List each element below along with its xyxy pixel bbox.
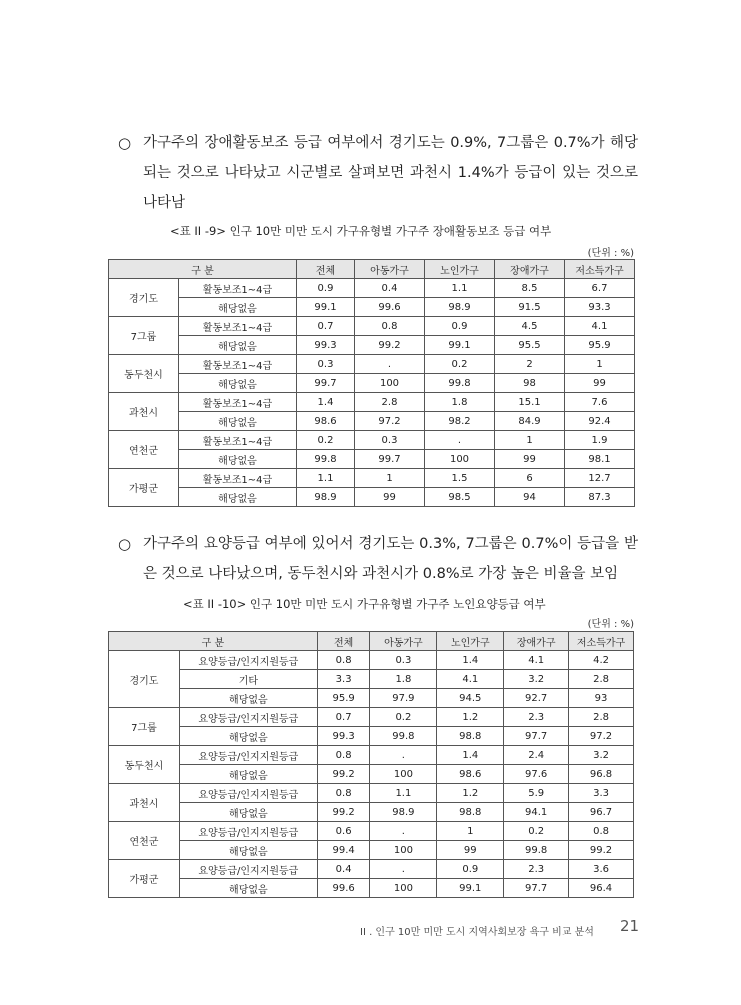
value-cell: 7.6 xyxy=(565,393,635,412)
value-cell: 100 xyxy=(355,374,425,393)
value-cell: 95.5 xyxy=(495,336,565,355)
value-cell: 100 xyxy=(370,765,437,784)
header-category: 구 분 xyxy=(109,632,318,651)
table-row xyxy=(109,765,634,784)
activity-support-table xyxy=(108,259,635,507)
value-cell: 0.8 xyxy=(317,651,370,670)
table-row xyxy=(109,708,634,727)
value-cell: 99.2 xyxy=(317,765,370,784)
header-lowincome: 저소득가구 xyxy=(565,260,635,279)
value-cell: 98.1 xyxy=(565,450,635,469)
value-cell: 92.4 xyxy=(565,412,635,431)
value-cell: 0.8 xyxy=(569,822,634,841)
value-cell: 4.5 xyxy=(495,317,565,336)
row-label-cell: 해당없음 xyxy=(179,879,317,898)
region-cell: 가평군 xyxy=(109,860,180,898)
value-cell: 93.3 xyxy=(565,298,635,317)
value-cell: 4.2 xyxy=(569,651,634,670)
value-cell: 97.2 xyxy=(355,412,425,431)
value-cell: 99.8 xyxy=(297,450,355,469)
region-cell: 연천군 xyxy=(109,822,180,860)
table-caption: <표 II -9> 인구 10만 미만 도시 가구유형별 가구주 장애활동보조 등급 여부 xyxy=(170,224,552,238)
table-row xyxy=(109,651,634,670)
value-cell: 99.2 xyxy=(569,841,634,860)
row-label-cell: 해당없음 xyxy=(179,765,317,784)
value-cell: 97.9 xyxy=(370,689,437,708)
value-cell: 0.3 xyxy=(370,651,437,670)
value-cell: . xyxy=(425,431,495,450)
value-cell: 1.1 xyxy=(297,469,355,488)
value-cell: 96.4 xyxy=(569,879,634,898)
value-cell: 99.3 xyxy=(317,727,370,746)
unit-label: (단위 : %) xyxy=(587,619,634,630)
table-row xyxy=(109,670,634,689)
value-cell: 1.2 xyxy=(437,784,504,803)
value-cell: 94.5 xyxy=(437,689,504,708)
value-cell: 92.7 xyxy=(504,689,569,708)
value-cell: 4.1 xyxy=(504,651,569,670)
value-cell: 1.2 xyxy=(437,708,504,727)
value-cell: 96.7 xyxy=(569,803,634,822)
table-row xyxy=(109,279,635,298)
row-label-cell: 해당없음 xyxy=(179,689,317,708)
value-cell: 97.7 xyxy=(504,879,569,898)
value-cell: 2.3 xyxy=(504,860,569,879)
value-cell: 95.9 xyxy=(317,689,370,708)
value-cell: 1 xyxy=(495,431,565,450)
row-label-cell: 요양등급/인지지원등급 xyxy=(179,746,317,765)
header-elderly: 노인가구 xyxy=(437,632,504,651)
value-cell: 1.4 xyxy=(297,393,355,412)
value-cell: 1 xyxy=(355,469,425,488)
value-cell: 99.7 xyxy=(355,450,425,469)
value-cell: . xyxy=(355,355,425,374)
care-grade-table xyxy=(108,631,634,898)
page-number: 21 xyxy=(620,917,640,935)
table-row xyxy=(109,746,634,765)
row-label-cell: 요양등급/인지지원등급 xyxy=(179,708,317,727)
region-cell: 과천시 xyxy=(109,393,179,431)
value-cell: 96.8 xyxy=(569,765,634,784)
value-cell: 3.6 xyxy=(569,860,634,879)
row-label-cell: 요양등급/인지지원등급 xyxy=(179,860,317,879)
header-total: 전체 xyxy=(297,260,355,279)
value-cell: 1.4 xyxy=(437,651,504,670)
value-cell: 3.2 xyxy=(569,746,634,765)
value-cell: 95.9 xyxy=(565,336,635,355)
table-row xyxy=(109,803,634,822)
paragraph-text: 가구주의 요양등급 여부에 있어서 경기도는 0.3%, 7그룹은 0.7%이 등급을 받은 것으로 나타났으며, 동두천시와 과천시가 0.8%로 가장 높은 비율을 보임 xyxy=(143,536,638,582)
table-body xyxy=(109,279,635,507)
value-cell: 99.8 xyxy=(504,841,569,860)
row-label-cell: 요양등급/인지지원등급 xyxy=(179,651,317,670)
row-label-cell: 해당없음 xyxy=(179,488,297,507)
value-cell: 0.2 xyxy=(370,708,437,727)
paragraph-activity-support xyxy=(118,128,638,218)
value-cell: 99.7 xyxy=(297,374,355,393)
value-cell: 12.7 xyxy=(565,469,635,488)
value-cell: 99 xyxy=(355,488,425,507)
value-cell: 1.1 xyxy=(425,279,495,298)
value-cell: 2.8 xyxy=(569,670,634,689)
bullet-circle-icon: ○ xyxy=(118,134,132,152)
table-row xyxy=(109,860,634,879)
row-label-cell: 해당없음 xyxy=(179,374,297,393)
value-cell: 2.8 xyxy=(355,393,425,412)
value-cell: 98.2 xyxy=(425,412,495,431)
value-cell: 1 xyxy=(437,822,504,841)
value-cell: 99.1 xyxy=(437,879,504,898)
region-cell: 연천군 xyxy=(109,431,179,469)
value-cell: 87.3 xyxy=(565,488,635,507)
value-cell: 99.2 xyxy=(355,336,425,355)
value-cell: 1.8 xyxy=(425,393,495,412)
paragraph-text: 가구주의 장애활동보조 등급 여부에서 경기도는 0.9%, 7그룹은 0.7%가 해당되는 것으로 나타났고 시군별로 살펴보면 과천시 1.4%가 등급이 있는 것으로 나타남 xyxy=(143,135,638,211)
table-row xyxy=(109,784,634,803)
region-cell: 가평군 xyxy=(109,469,179,507)
value-cell: 1 xyxy=(565,355,635,374)
value-cell: 98.8 xyxy=(437,727,504,746)
value-cell: 99 xyxy=(437,841,504,860)
header-category: 구 분 xyxy=(109,260,297,279)
value-cell: 5.9 xyxy=(504,784,569,803)
row-label-cell: 기타 xyxy=(179,670,317,689)
value-cell: 2.4 xyxy=(504,746,569,765)
value-cell: 100 xyxy=(370,841,437,860)
row-label-cell: 해당없음 xyxy=(179,336,297,355)
value-cell: 0.4 xyxy=(355,279,425,298)
table-row xyxy=(109,727,634,746)
value-cell: 99 xyxy=(495,450,565,469)
value-cell: 0.8 xyxy=(355,317,425,336)
row-label-cell: 활동보조1~4급 xyxy=(179,317,297,336)
value-cell: 4.1 xyxy=(565,317,635,336)
value-cell: 3.2 xyxy=(504,670,569,689)
header-child: 아동가구 xyxy=(370,632,437,651)
value-cell: 98.8 xyxy=(437,803,504,822)
row-label-cell: 해당없음 xyxy=(179,841,317,860)
value-cell: 99 xyxy=(565,374,635,393)
value-cell: 98.9 xyxy=(297,488,355,507)
value-cell: 0.9 xyxy=(425,317,495,336)
value-cell: 98 xyxy=(495,374,565,393)
table-row xyxy=(109,822,634,841)
region-cell: 경기도 xyxy=(109,279,179,317)
header-elderly: 노인가구 xyxy=(425,260,495,279)
value-cell: 0.6 xyxy=(317,822,370,841)
header-disabled: 장애가구 xyxy=(495,260,565,279)
table-row xyxy=(109,450,635,469)
value-cell: 91.5 xyxy=(495,298,565,317)
value-cell: 0.4 xyxy=(317,860,370,879)
value-cell: 99.1 xyxy=(425,336,495,355)
value-cell: 3.3 xyxy=(317,670,370,689)
row-label-cell: 해당없음 xyxy=(179,298,297,317)
value-cell: 2.8 xyxy=(569,708,634,727)
region-cell: 7그룹 xyxy=(109,708,180,746)
value-cell: 1.1 xyxy=(370,784,437,803)
value-cell: . xyxy=(370,822,437,841)
table-row xyxy=(109,469,635,488)
value-cell: 98.6 xyxy=(297,412,355,431)
value-cell: 97.2 xyxy=(569,727,634,746)
value-cell: 97.6 xyxy=(504,765,569,784)
header-total: 전체 xyxy=(317,632,370,651)
value-cell: 2 xyxy=(495,355,565,374)
value-cell: 84.9 xyxy=(495,412,565,431)
value-cell: 4.1 xyxy=(437,670,504,689)
value-cell: . xyxy=(370,860,437,879)
table-row xyxy=(109,317,635,336)
table-header-row xyxy=(109,260,635,279)
header-lowincome: 저소득가구 xyxy=(569,632,634,651)
value-cell: 8.5 xyxy=(495,279,565,298)
value-cell: 98.6 xyxy=(437,765,504,784)
value-cell: 1.9 xyxy=(565,431,635,450)
table-row xyxy=(109,298,635,317)
value-cell: 2.3 xyxy=(504,708,569,727)
value-cell: 15.1 xyxy=(495,393,565,412)
table-row xyxy=(109,355,635,374)
value-cell: 0.2 xyxy=(425,355,495,374)
value-cell: 0.3 xyxy=(355,431,425,450)
region-cell: 과천시 xyxy=(109,784,180,822)
value-cell: 98.9 xyxy=(370,803,437,822)
value-cell: 99.2 xyxy=(317,803,370,822)
table-row xyxy=(109,374,635,393)
table-caption: <표 II -10> 인구 10만 미만 도시 가구유형별 가구주 노인요양등급 여부 xyxy=(183,597,546,611)
table-row xyxy=(109,393,635,412)
row-label-cell: 해당없음 xyxy=(179,412,297,431)
row-label-cell: 활동보조1~4급 xyxy=(179,279,297,298)
region-cell: 7그룹 xyxy=(109,317,179,355)
value-cell: 1.5 xyxy=(425,469,495,488)
region-cell: 동두천시 xyxy=(109,746,180,784)
table-row xyxy=(109,412,635,431)
value-cell: 99.8 xyxy=(425,374,495,393)
value-cell: 0.3 xyxy=(297,355,355,374)
header-child: 아동가구 xyxy=(355,260,425,279)
value-cell: 97.7 xyxy=(504,727,569,746)
value-cell: 0.8 xyxy=(317,746,370,765)
value-cell: 94.1 xyxy=(504,803,569,822)
table-row xyxy=(109,431,635,450)
value-cell: 98.5 xyxy=(425,488,495,507)
value-cell: 1.8 xyxy=(370,670,437,689)
row-label-cell: 활동보조1~4급 xyxy=(179,355,297,374)
value-cell: 99.6 xyxy=(317,879,370,898)
value-cell: 100 xyxy=(370,879,437,898)
table-row xyxy=(109,841,634,860)
row-label-cell: 해당없음 xyxy=(179,727,317,746)
header-disabled: 장애가구 xyxy=(504,632,569,651)
value-cell: 6 xyxy=(495,469,565,488)
value-cell: 0.7 xyxy=(297,317,355,336)
paragraph-care-grade xyxy=(118,529,638,589)
bullet-circle-icon: ○ xyxy=(118,535,132,553)
value-cell: 99.8 xyxy=(370,727,437,746)
value-cell: 0.9 xyxy=(437,860,504,879)
region-cell: 경기도 xyxy=(109,651,180,708)
table-row xyxy=(109,336,635,355)
value-cell: 100 xyxy=(425,450,495,469)
row-label-cell: 요양등급/인지지원등급 xyxy=(179,784,317,803)
region-cell: 동두천시 xyxy=(109,355,179,393)
value-cell: 98.9 xyxy=(425,298,495,317)
value-cell: 0.2 xyxy=(297,431,355,450)
row-label-cell: 해당없음 xyxy=(179,450,297,469)
value-cell: 0.9 xyxy=(297,279,355,298)
value-cell: . xyxy=(370,746,437,765)
value-cell: 94 xyxy=(495,488,565,507)
value-cell: 3.3 xyxy=(569,784,634,803)
value-cell: 99.4 xyxy=(317,841,370,860)
table-header-row xyxy=(109,632,634,651)
row-label-cell: 활동보조1~4급 xyxy=(179,393,297,412)
table-row xyxy=(109,488,635,507)
row-label-cell: 활동보조1~4급 xyxy=(179,431,297,450)
value-cell: 99.3 xyxy=(297,336,355,355)
value-cell: 93 xyxy=(569,689,634,708)
table-row xyxy=(109,879,634,898)
table-body xyxy=(109,651,634,898)
value-cell: 0.7 xyxy=(317,708,370,727)
value-cell: 0.8 xyxy=(317,784,370,803)
row-label-cell: 요양등급/인지지원등급 xyxy=(179,822,317,841)
table-row xyxy=(109,689,634,708)
value-cell: 0.2 xyxy=(504,822,569,841)
value-cell: 1.4 xyxy=(437,746,504,765)
value-cell: 6.7 xyxy=(565,279,635,298)
value-cell: 99.6 xyxy=(355,298,425,317)
value-cell: 99.1 xyxy=(297,298,355,317)
unit-label: (단위 : %) xyxy=(587,248,634,259)
running-footer: II . 인구 10만 미만 도시 지역사회보장 욕구 비교 분석 xyxy=(360,927,594,938)
row-label-cell: 해당없음 xyxy=(179,803,317,822)
row-label-cell: 활동보조1~4급 xyxy=(179,469,297,488)
